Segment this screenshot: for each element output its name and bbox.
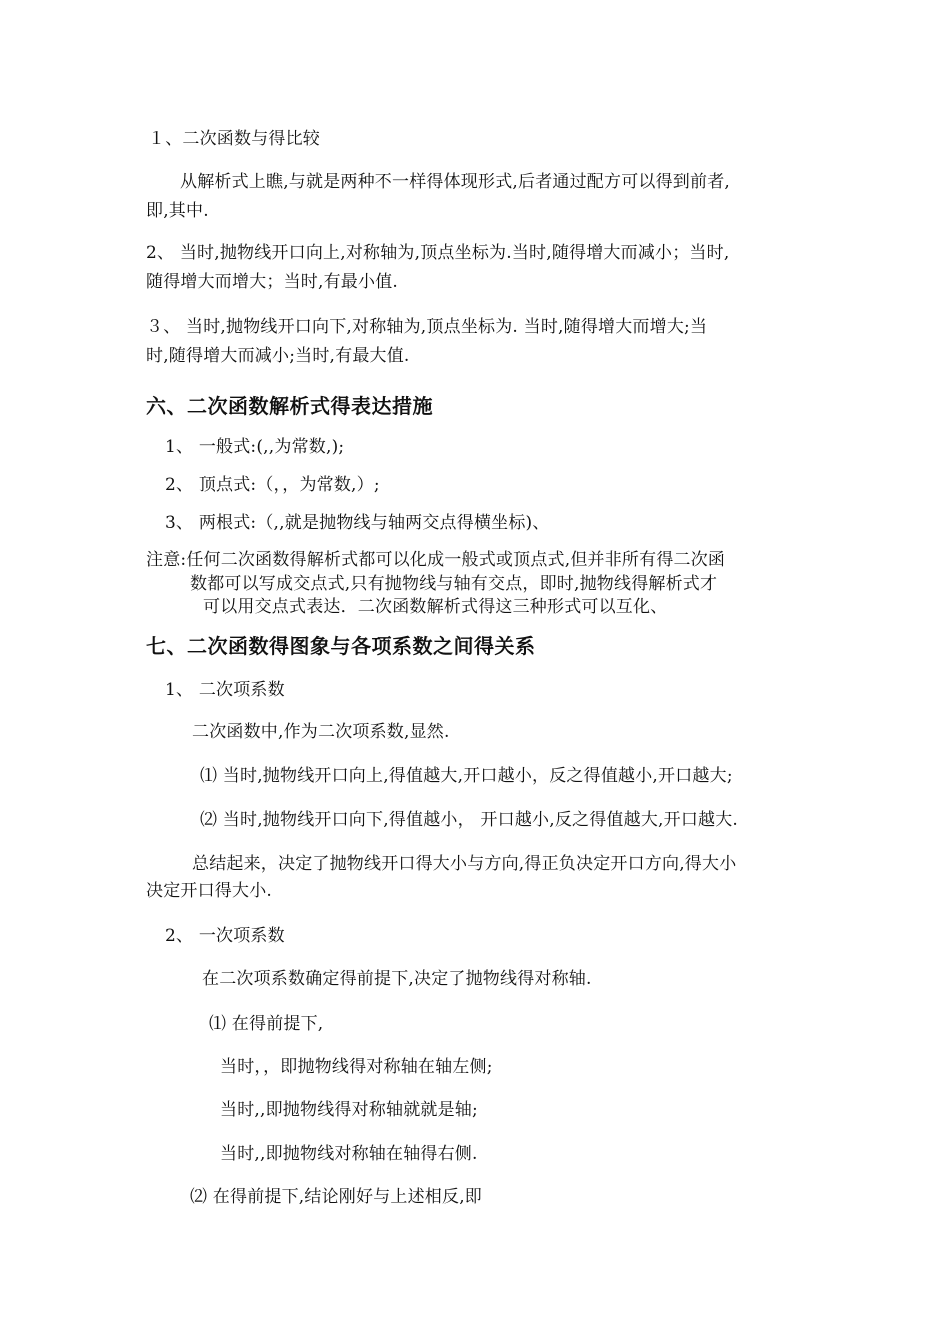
note-line2: 数都可以写成交点式,只有抛物线与轴有交点，即时,抛物线得解析式才 [190, 574, 718, 594]
list-item-general-form: 1、 一般式:(,,为常数,); [165, 437, 345, 457]
list-item-vertex-form: 2、 顶点式:（，，为常数,）; [165, 475, 380, 495]
paragraph-linear-case1: ⑴ 在得前提下, [209, 1014, 324, 1034]
paragraph-case-a-negative-line1: ３、 当时,抛物线开口向下,对称轴为,顶点坐标为. 当时,随得增大而增大;当 [146, 317, 708, 337]
subsection-title-linear-coefficient: 2、 一次项系数 [165, 926, 285, 946]
paragraph-quadratic-summary-line1: 总结起来，决定了抛物线开口得大小与方向,得正负决定开口方向,得大小 [192, 854, 737, 874]
section-heading-coefficients: 七、二次函数得图象与各项系数之间得关系 [146, 634, 536, 658]
paragraph-quadratic-summary-line2: 决定开口得大小. [146, 881, 273, 901]
note-line3: 可以用交点式表达．二次函数解析式得这三种形式可以互化、 [203, 597, 668, 617]
paragraph-linear-case1-axis: 当时,,即抛物线得对称轴就就是轴; [220, 1100, 478, 1120]
paragraph-quadratic-case2: ⑵ 当时,抛物线开口向下,得值越小， 开口越小,反之得值越大,开口越大. [200, 810, 739, 830]
paragraph-form-relation-line1: 从解析式上瞧,与就是两种不一样得体现形式,后者通过配方可以得到前者, [180, 172, 731, 192]
paragraph-comparison-title: １、二次函数与得比较 [148, 129, 320, 149]
list-item-root-form: 3、 两根式:（,,就是抛物线与轴两交点得横坐标)、 [165, 513, 550, 533]
paragraph-form-relation-line2: 即,其中. [146, 201, 209, 221]
paragraph-linear-case2: ⑵ 在得前提下,结论刚好与上述相反,即 [190, 1187, 483, 1207]
subsection-title-quadratic-coefficient: 1、 二次项系数 [165, 680, 285, 700]
paragraph-case-a-positive-line2: 随得增大而增大；当时,有最小值. [146, 272, 399, 292]
paragraph-case-a-negative-line2: 时,随得增大而减小;当时,有最大值. [146, 346, 410, 366]
paragraph-linear-case1-left: 当时，，即抛物线得对称轴在轴左侧; [220, 1057, 493, 1077]
paragraph-quadratic-coefficient-intro: 二次函数中,作为二次项系数,显然. [192, 722, 450, 742]
note-line1: 注意:任何二次函数得解析式都可以化成一般式或顶点式,但并非所有得二次函 [146, 550, 726, 570]
paragraph-linear-coefficient-intro: 在二次项系数确定得前提下,决定了抛物线得对称轴. [202, 969, 592, 989]
paragraph-case-a-positive-line1: 2、 当时,抛物线开口向上,对称轴为,顶点坐标为.当时,随得增大而减小；当时, [146, 243, 730, 263]
section-heading-forms: 六、二次函数解析式得表达措施 [146, 394, 433, 418]
paragraph-linear-case1-right: 当时,,即抛物线对称轴在轴得右侧. [220, 1144, 478, 1164]
paragraph-quadratic-case1: ⑴ 当时,抛物线开口向上,得值越大,开口越小，反之得值越小,开口越大; [200, 766, 733, 786]
